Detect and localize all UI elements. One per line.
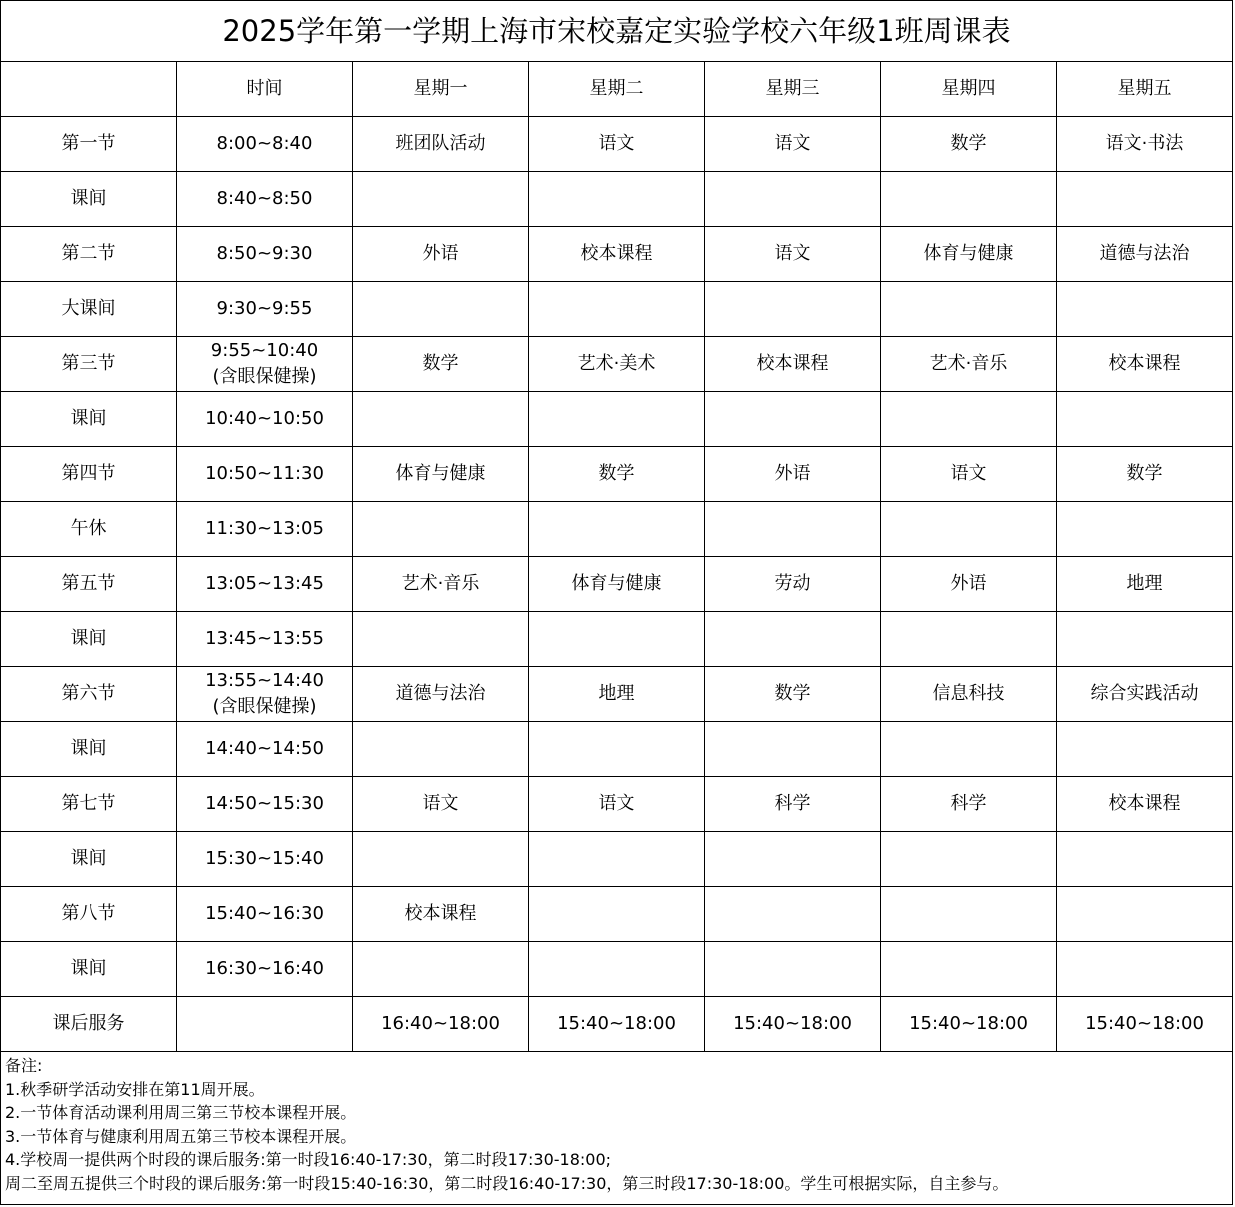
period-label: 第五节: [1, 557, 177, 612]
course-cell: 校本课程: [529, 227, 705, 282]
time-cell: [177, 117, 353, 172]
time-cell: [177, 777, 353, 832]
course-cell: [705, 887, 881, 942]
course-cell: 地理: [529, 667, 705, 722]
period-label: 午休: [1, 502, 177, 557]
time-cell: [177, 612, 353, 667]
course-cell: 道德与法治: [353, 667, 529, 722]
note-line: 周二至周五提供三个时段的课后服务:第一时段15:40-16:30，第二时段16:40-17:30，第三时段17:30-18:00。学生可根据实际，自主参与。: [5, 1173, 1009, 1193]
course-cell: [529, 282, 705, 337]
period-label: 第八节: [1, 887, 177, 942]
course-cell: [1057, 172, 1233, 227]
time-range: 13:45~13:55: [205, 628, 324, 649]
course-cell: [705, 172, 881, 227]
course-cell: [353, 832, 529, 887]
period-label: 课间: [1, 722, 177, 777]
time-range: 8:00~8:40: [216, 133, 313, 154]
course-cell: 体育与健康: [881, 227, 1057, 282]
course-cell: 劳动: [705, 557, 881, 612]
course-cell: [353, 172, 529, 227]
table-row: [1, 557, 1233, 612]
note-line: 1.秋季研学活动安排在第11周开展。: [5, 1079, 265, 1099]
course-cell: 15:40~18:00: [1057, 997, 1233, 1052]
course-cell: [705, 722, 881, 777]
course-cell: [529, 942, 705, 997]
course-cell: 科学: [705, 777, 881, 832]
course-cell: 校本课程: [1057, 777, 1233, 832]
course-cell: [1057, 887, 1233, 942]
time-cell: [177, 557, 353, 612]
header-cell: [1, 62, 177, 117]
course-cell: 艺术·美术: [529, 337, 705, 392]
time-range: 16:30~16:40: [205, 958, 324, 979]
time-cell: [177, 337, 353, 392]
header-cell: 星期五: [1057, 62, 1233, 117]
time-range: 9:30~9:55: [216, 298, 313, 319]
course-cell: [529, 887, 705, 942]
course-cell: [1057, 832, 1233, 887]
table-row: [1, 887, 1233, 942]
time-cell: [177, 447, 353, 502]
period-label: 大课间: [1, 282, 177, 337]
period-label: 课间: [1, 612, 177, 667]
course-cell: 外语: [881, 557, 1057, 612]
course-cell: [705, 282, 881, 337]
time-range: 15:30~15:40: [205, 848, 324, 869]
course-cell: [705, 612, 881, 667]
time-cell: [177, 227, 353, 282]
period-label: 第三节: [1, 337, 177, 392]
course-cell: [705, 392, 881, 447]
header-row: [1, 62, 1233, 117]
course-cell: [353, 392, 529, 447]
time-range: 8:40~8:50: [216, 188, 313, 209]
course-cell: [881, 722, 1057, 777]
header-cell: 星期一: [353, 62, 529, 117]
note-line: 4.学校周一提供两个时段的课后服务:第一时段16:40-17:30，第二时段17:30-18:00;: [5, 1150, 612, 1169]
time-range: 9:55~10:40: [210, 340, 319, 361]
course-cell: [705, 832, 881, 887]
table-row: [1, 117, 1233, 172]
notes: [1, 1052, 1232, 1195]
time-cell: [177, 502, 353, 557]
course-cell: 语文: [705, 227, 881, 282]
course-cell: [353, 722, 529, 777]
course-cell: 外语: [353, 227, 529, 282]
course-cell: [529, 502, 705, 557]
period-label: 第七节: [1, 777, 177, 832]
course-cell: 校本课程: [1057, 337, 1233, 392]
course-cell: [1057, 722, 1233, 777]
time-cell: [177, 832, 353, 887]
course-cell: [881, 392, 1057, 447]
course-cell: [881, 502, 1057, 557]
note-line: 2.一节体育活动课利用周三第三节校本课程开展。: [5, 1103, 357, 1122]
course-cell: [881, 942, 1057, 997]
course-cell: [705, 942, 881, 997]
course-cell: 数学: [881, 117, 1057, 172]
header-cell: 时间: [177, 62, 353, 117]
course-cell: 语文·书法: [1057, 117, 1233, 172]
course-cell: 班团队活动: [353, 117, 529, 172]
course-cell: 15:40~18:00: [529, 997, 705, 1052]
table-row: [1, 172, 1233, 227]
course-cell: [881, 612, 1057, 667]
time-range: 10:50~11:30: [205, 463, 324, 484]
course-cell: [881, 887, 1057, 942]
period-label: 第四节: [1, 447, 177, 502]
header-cell: 星期三: [705, 62, 881, 117]
time-cell: [177, 667, 353, 722]
time-range: 15:40~16:30: [205, 903, 324, 924]
time-range: 11:30~13:05: [205, 518, 324, 539]
table-row: [1, 282, 1233, 337]
table-row: [1, 832, 1233, 887]
course-cell: 16:40~18:00: [353, 997, 529, 1052]
table-row: [1, 392, 1233, 447]
time-range: 14:40~14:50: [205, 738, 324, 759]
period-label: 课间: [1, 832, 177, 887]
time-note: (含眼保健操): [212, 696, 317, 717]
time-cell: [177, 997, 353, 1052]
period-label: 课后服务: [1, 997, 177, 1052]
time-cell: [177, 887, 353, 942]
time-cell: [177, 282, 353, 337]
course-cell: [353, 942, 529, 997]
course-cell: 艺术·音乐: [881, 337, 1057, 392]
course-cell: [353, 282, 529, 337]
period-label: 课间: [1, 392, 177, 447]
page-title: 2025学年第一学期上海市宋校嘉定实验学校六年级1班周课表: [1, 1, 1232, 62]
course-cell: 语文: [529, 117, 705, 172]
course-cell: 15:40~18:00: [705, 997, 881, 1052]
course-cell: [529, 722, 705, 777]
course-cell: 校本课程: [705, 337, 881, 392]
course-cell: [705, 502, 881, 557]
course-cell: 地理: [1057, 557, 1233, 612]
course-cell: 艺术·音乐: [353, 557, 529, 612]
table-row: [1, 447, 1233, 502]
table-row: [1, 337, 1233, 392]
header-cell: 星期二: [529, 62, 705, 117]
course-cell: [1057, 942, 1233, 997]
course-cell: 数学: [529, 447, 705, 502]
period-label: 课间: [1, 172, 177, 227]
time-cell: [177, 172, 353, 227]
course-cell: 外语: [705, 447, 881, 502]
course-cell: [529, 392, 705, 447]
period-label: 第六节: [1, 667, 177, 722]
course-cell: [529, 172, 705, 227]
table-row: [1, 722, 1233, 777]
time-range: 8:50~9:30: [216, 243, 313, 264]
course-cell: [881, 172, 1057, 227]
course-cell: [529, 832, 705, 887]
table-row: [1, 942, 1233, 997]
table-row: [1, 667, 1233, 722]
course-cell: 数学: [705, 667, 881, 722]
course-cell: [1057, 502, 1233, 557]
course-cell: [353, 502, 529, 557]
course-cell: [881, 832, 1057, 887]
table-row: [1, 612, 1233, 667]
course-cell: [1057, 282, 1233, 337]
note-line: 3.一节体育与健康利用周五第三节校本课程开展。: [5, 1126, 357, 1146]
course-cell: 体育与健康: [529, 557, 705, 612]
period-label: 第二节: [1, 227, 177, 282]
course-cell: 15:40~18:00: [881, 997, 1057, 1052]
course-cell: 综合实践活动: [1057, 667, 1233, 722]
course-cell: 语文: [705, 117, 881, 172]
time-note: (含眼保健操): [212, 366, 317, 387]
course-cell: 体育与健康: [353, 447, 529, 502]
course-cell: 校本课程: [353, 887, 529, 942]
time-range: 10:40~10:50: [205, 408, 324, 429]
course-cell: 信息科技: [881, 667, 1057, 722]
course-cell: 语文: [529, 777, 705, 832]
course-cell: [1057, 612, 1233, 667]
course-cell: [529, 612, 705, 667]
course-cell: [1057, 392, 1233, 447]
course-cell: 道德与法治: [1057, 227, 1233, 282]
time-range: 13:05~13:45: [205, 573, 324, 594]
time-cell: [177, 942, 353, 997]
course-cell: [353, 612, 529, 667]
table-row: [1, 997, 1233, 1052]
period-label: 课间: [1, 942, 177, 997]
period-label: 第一节: [1, 117, 177, 172]
course-cell: 语文: [881, 447, 1057, 502]
course-cell: 数学: [1057, 447, 1233, 502]
table-row: [1, 777, 1233, 832]
time-cell: [177, 392, 353, 447]
time-range: 14:50~15:30: [205, 793, 324, 814]
note-line: 备注:: [5, 1056, 43, 1075]
time-cell: [177, 722, 353, 777]
header-cell: 星期四: [881, 62, 1057, 117]
course-cell: [881, 282, 1057, 337]
course-cell: 科学: [881, 777, 1057, 832]
time-range: 13:55~14:40: [205, 670, 324, 691]
timetable: [0, 62, 1233, 1052]
course-cell: 数学: [353, 337, 529, 392]
course-cell: 语文: [353, 777, 529, 832]
table-row: [1, 502, 1233, 557]
table-row: [1, 227, 1233, 282]
